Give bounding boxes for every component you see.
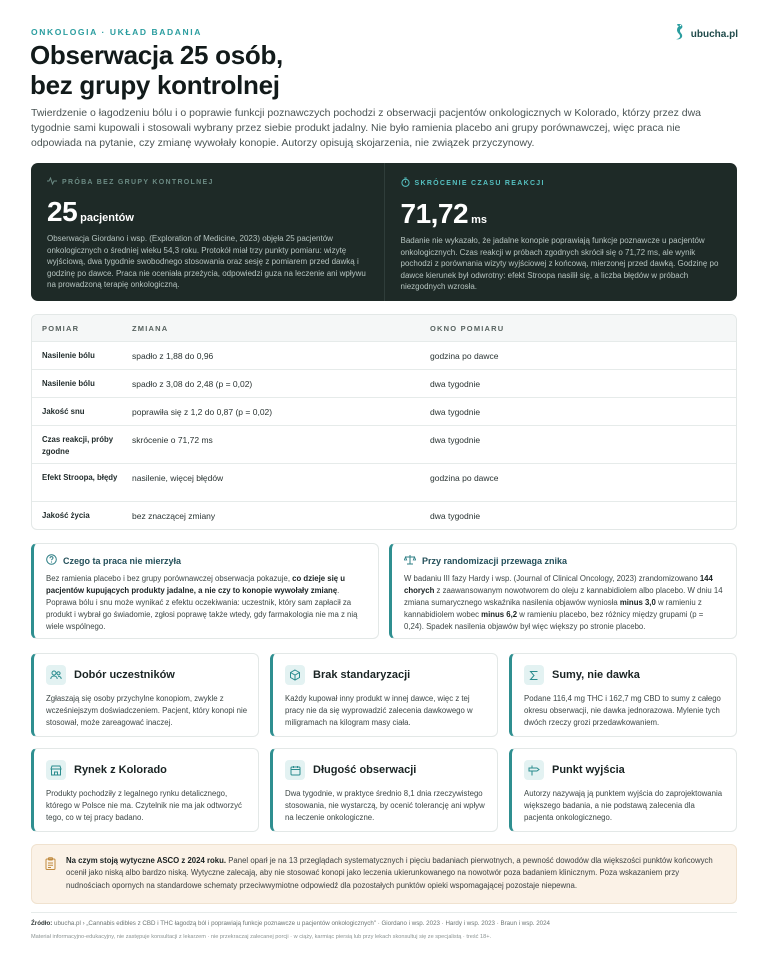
clipboard-icon <box>45 857 56 875</box>
stat-sample-value: 25 <box>47 196 78 227</box>
cell-change: spadło z 1,88 do 0,96 <box>132 351 214 361</box>
table-row <box>32 426 736 464</box>
table-row <box>32 502 736 529</box>
cell-window: dwa tygodnie <box>430 511 481 521</box>
asco-note-text: Na czym stoją wytyczne ASCO z 2024 roku. Panel oparł je na 13 przeglądach systematycznych i pięciu badaniach pierwotnych, a pewność dowodów dla większości punktów końcowych ocenił jako niską albo bardzo niską. Wytyczne zalecają, aby nie stosować konopi jako leczenia ukierunkowanego na nowotwór poza badaniem klinicznym. Poza wskazaniem przy nudnościach opornych na standardowe schematy przeciwwymiotne odpowiedź dla pozostałych punktów opieki wspomagającej pozostaje niepewna. <box>66 856 713 890</box>
card-no-standardization <box>270 653 498 737</box>
card-title: Punkt wyjścia <box>552 764 625 776</box>
card-title: Dobór uczestników <box>74 669 175 681</box>
table-row <box>32 370 736 398</box>
pulse-icon <box>47 177 57 187</box>
callout-not-measured <box>31 543 379 639</box>
stopwatch-icon <box>401 177 410 189</box>
cell-measure: Jakość snu <box>42 407 85 416</box>
disclaimer: Materiał informacyjno-edukacyjny, nie zastępuje konsultacji z lekarzem · nie przekraczaj zalecanej porcji · w ciąży, karmiąc piersią lub przy lekach skonsultuj się ze specjalistą · treść 18+. <box>31 934 492 940</box>
signpost-icon <box>524 760 544 780</box>
cell-window: godzina po dawce <box>430 351 499 361</box>
card-title: Brak standaryzacji <box>313 669 411 681</box>
callout-not-measured-title: Czego ta praca nie mierzyła <box>63 555 182 566</box>
card-colorado-market <box>31 748 259 832</box>
cell-measure: Jakość życia <box>42 511 90 520</box>
cell-change: poprawiła się z 1,2 do 0,87 (p = 0,02) <box>132 407 273 417</box>
stat-reaction-label: SKRÓCENIE CZASU REAKCJI <box>414 179 545 187</box>
card-text: Każdy kupował inny produkt w innej dawce, więc z tej pracy nie da się wyprowadzić zalecenia dawkowego w miligramach na kilogram masy ciała. <box>285 694 473 727</box>
callout-randomization-text: W badaniu III fazy Hardy i wsp. (Journal of Clinical Oncology, 2023) zrandomizowano 144 chorych z zaawansowanym nowotworem do oleju z kannabidiolem albo placebo. W dniu 14 zmiana sumarycznego wskaźnika nasilenia objawów wyniosła minus 3,0 w ramieniu z kannabidiolem wobec minus 6,2 w ramieniu placebo, bez różnicy między grupami (p = 0,24). Spadek nasilenia objawów był więc większy po stronie placebo. <box>404 574 723 631</box>
stat-sample-unit: pacjentów <box>80 212 134 224</box>
calendar-icon <box>285 760 305 780</box>
title-line-1: Obserwacja 25 osób, <box>30 40 283 70</box>
cell-window: godzina po dawce <box>430 473 499 483</box>
card-title: Długość obserwacji <box>313 764 417 776</box>
page-title <box>30 40 283 100</box>
seahorse-logo-icon <box>670 22 686 47</box>
callout-randomization <box>389 543 737 639</box>
brand-name: ubucha.pl <box>690 29 738 40</box>
callout-not-measured-text: Bez ramienia placebo i bez grupy porównawczej obserwacja pokazuje, co dzieje się u pacjentów kupujących produkty jadalne, a nie czy to konopie wywołały zmianę. Poprawa bólu i snu może wynikać z efektu oczekiwania: uczestnik, który sam zapłacił za produkt i wybrał go świadomie, zgłosi poprawę także wtedy, gdy farmakologia nie ma z nią wiele wspólnego. <box>46 574 358 631</box>
intro-paragraph: Twierdzenie o łagodzeniu bólu i o poprawie funkcji poznawczych pochodzi z obserwacji pacjentów onkologicznych w Kolorado, którzy przez dwa tygodnie sami kupowali i stosowali wybrany przez siebie produkt jadalny. Nie było ramienia placebo ani grupy porównawczej, więc praca nie odpowiada na pytanie, czy zmianę wywołały konopie. Autorzy opisują skojarzenia, nie związek przyczynowy. <box>31 107 702 149</box>
stat-sample <box>31 163 384 301</box>
store-icon <box>46 760 66 780</box>
people-icon <box>46 665 66 685</box>
source-line: Źródło: ubucha.pl › „Cannabis edibles z CBD i THC łagodzą ból i poprawiają funkcje poznawcze u pacjentów onkologicznych" · Giordano i wsp. 2023 · Hardy i wsp. 2023 · Braun i wsp. 2024 <box>31 920 551 927</box>
header-window: OKNO POMIARU <box>430 323 505 333</box>
cell-window: dwa tygodnie <box>430 435 481 445</box>
cell-window: dwa tygodnie <box>430 407 481 417</box>
cell-change: skrócenie o 71,72 ms <box>132 435 213 445</box>
callout-randomization-title: Przy randomizacji przewaga znika <box>422 555 568 566</box>
cell-measure: Efekt Stroopa, błędy <box>42 473 118 482</box>
header-measure: POMIAR <box>42 323 80 333</box>
cell-change: bez znaczącej zmiany <box>132 511 216 521</box>
stat-reaction-value: 71,72 <box>400 198 469 229</box>
card-text: Zgłaszają się osoby przychylne konopiom, zwykle z wcześniejszym doświadczeniem. Pacjent, który konopi nie stosował, może zareagować inaczej. <box>46 694 248 727</box>
results-table <box>31 314 737 530</box>
card-text: Dwa tygodnie, w praktyce średnio 8,1 dnia rzeczywistego stosowania, nie wystarczą, by ocenić tolerancję ani wpływ na leczenie onkologiczne. <box>285 789 485 822</box>
asco-guideline-note <box>31 844 737 904</box>
table-row <box>32 464 736 502</box>
brand-logo[interactable] <box>670 22 738 47</box>
card-participant-selection <box>31 653 259 737</box>
cell-measure: Nasilenie bólu <box>42 351 95 360</box>
box-icon <box>285 665 305 685</box>
kicker: ONKOLOGIA · UKŁAD BADANIA <box>31 27 202 37</box>
stat-reaction-unit: ms <box>471 214 487 226</box>
sigma-icon <box>524 665 544 685</box>
card-text: Produkty pochodziły z legalnego rynku detalicznego, którego w Polsce nie ma. Czytelnik nie ma jak odtworzyć tego, co w tej pracy badano. <box>46 789 242 822</box>
cell-change: nasilenie, więcej błędów <box>132 473 224 483</box>
card-title: Rynek z Kolorado <box>74 764 167 776</box>
card-starting-point <box>509 748 737 832</box>
scale-icon <box>404 554 416 567</box>
card-text: Podane 116,4 mg THC i 162,7 mg CBD to sumy z całego okresu obserwacji, nie dawka jednorazowa. Mylenie tych dwóch rzeczy grozi przedawkowaniem. <box>524 694 721 727</box>
cell-measure: Nasilenie bólu <box>42 379 95 388</box>
card-title: Sumy, nie dawka <box>552 669 640 681</box>
header-change: ZMIANA <box>132 323 169 333</box>
cell-window: dwa tygodnie <box>430 379 481 389</box>
footer-divider <box>31 912 737 913</box>
stats-panel <box>31 163 737 301</box>
stat-reaction-text: Badanie nie wykazało, że jadalne konopie poprawiają funkcje poznawcze u pacjentów onkologicznych. Czas reakcji w próbach zgodnych skrócił się o 71,72 ms, ale wynik pochodzi z porównania wizyty wyjściowej z końcową, mierzonej przed dawką. Godzinę po dawce kierunek był odwrotny: efekt Stroopa nasilił się, a liczba błędów w próbach niezgodnych wzrosła. <box>400 236 719 292</box>
card-observation-length <box>270 748 498 832</box>
table-row <box>32 398 736 426</box>
question-circle-icon <box>46 554 57 567</box>
stat-sample-label: PRÓBA BEZ GRUPY KONTROLNEJ <box>62 178 214 186</box>
card-text: Autorzy nazywają ją punktem wyjścia do zaprojektowania większego badania, a nie podstawą zalecenia dla pacjenta onkologicznego. <box>524 789 723 822</box>
cell-change: spadło z 3,08 do 2,48 (p = 0,02) <box>132 379 253 389</box>
table-header <box>32 315 736 342</box>
card-sums-not-dose <box>509 653 737 737</box>
stat-sample-text: Obserwacja Giordano i wsp. (Exploration of Medicine, 2023) objęła 25 pacjentów onkologicznych o średniej wieku 54,3 roku. Protokół miał trzy punkty pomiaru: wizytę wyjściową, dwa tygodnie swobodnego stosowania oraz sesję z pomiarem przed dawką i godzinę po dawce. Praca nie oceniała przeżycia, odpowiedzi guza na leczenie ani wpływu na prowadzoną terapię onkologiczną. <box>47 234 366 290</box>
title-line-2: bez grupy kontrolnej <box>30 70 280 100</box>
cell-measure: Czas reakcji, próby zgodne <box>42 435 114 456</box>
stat-reaction <box>384 163 738 301</box>
table-row <box>32 342 736 370</box>
